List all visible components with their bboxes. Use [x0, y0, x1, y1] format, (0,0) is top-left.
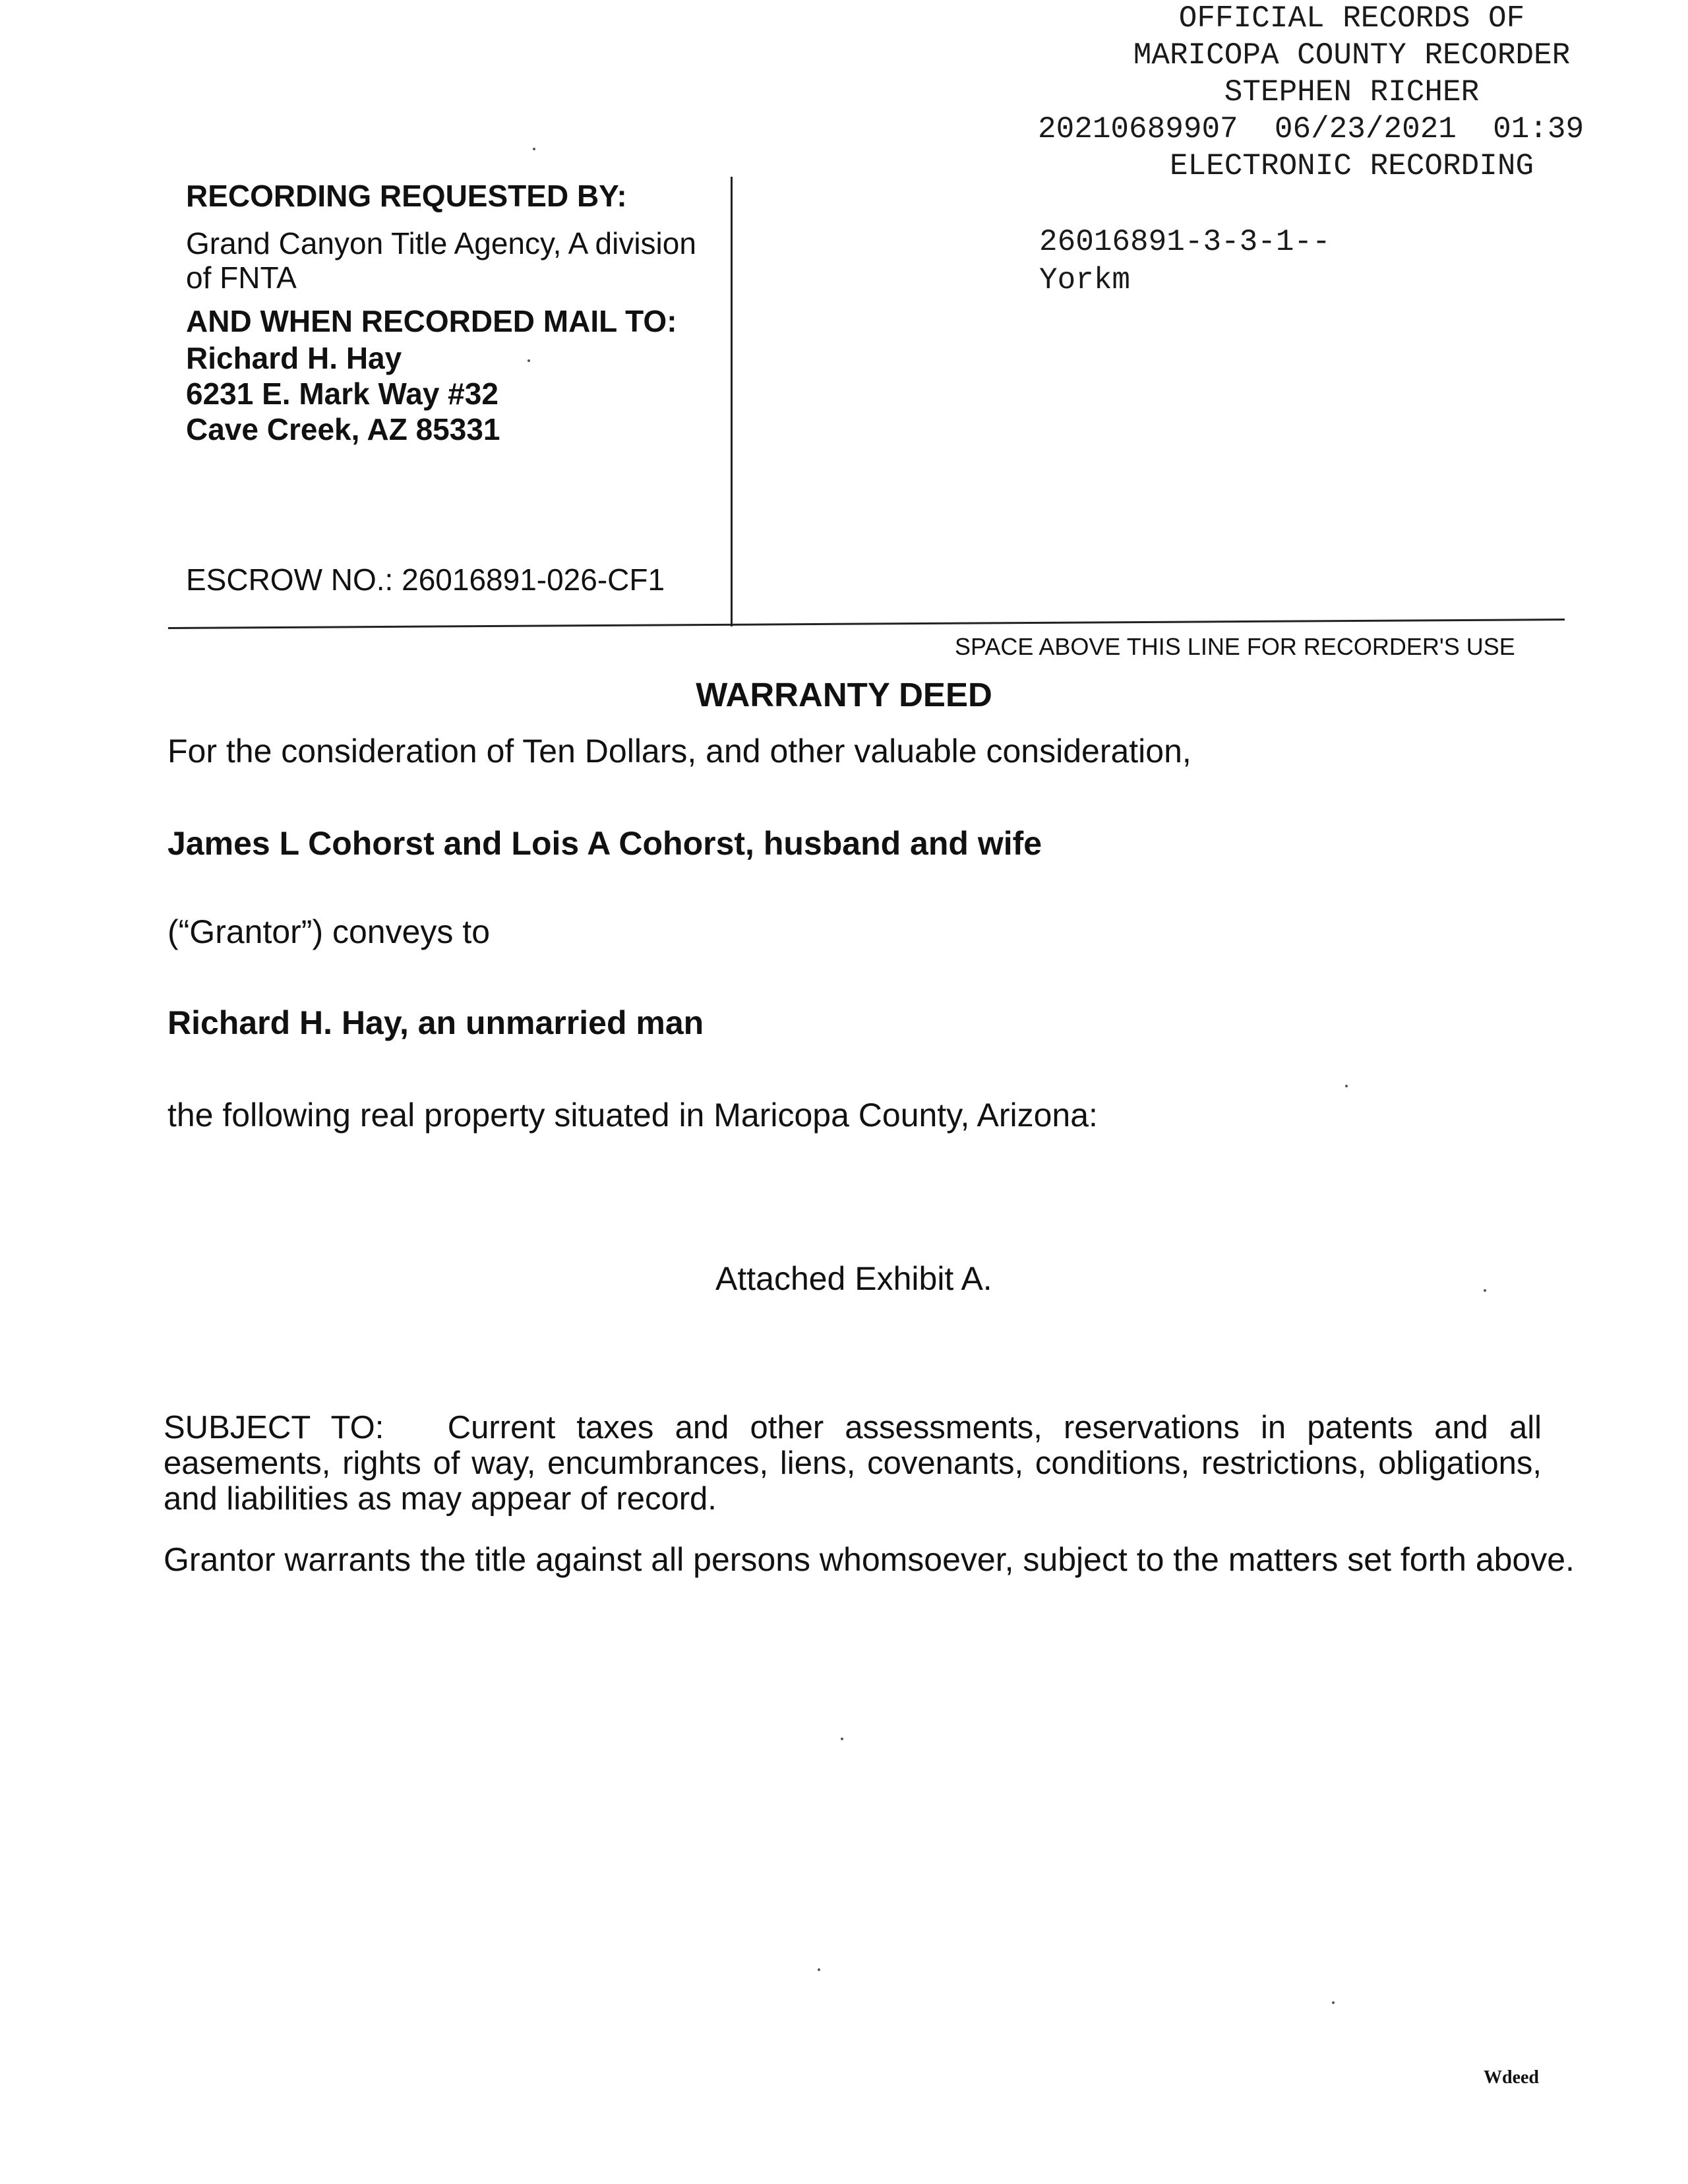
scan-speck	[818, 1968, 820, 1971]
stamp-line-electronic-recording: ELECTRONIC RECORDING	[1169, 149, 1534, 183]
deed-title: WARRANTY DEED	[696, 676, 992, 713]
scan-speck	[528, 359, 530, 362]
recording-clerk: Yorkm	[1039, 263, 1131, 297]
warranty-statement: Grantor warrants the title against all persons whomsoever, subject to the matters set forth above.	[164, 1541, 1575, 1578]
subject-to-text: Current taxes and other assessments, reservations in patents and all easements, rights of way, encumbrances, liens, covenants, conditions, restrictions, obligations, and liabilities as may appear of record.	[164, 1410, 1542, 1517]
requested-by-label: RECORDING REQUESTED BY:	[186, 179, 627, 213]
recording-box-divider	[731, 177, 733, 626]
recording-reference-code: 26016891-3-3-1--	[1039, 225, 1331, 259]
scan-speck	[841, 1738, 843, 1740]
scan-speck	[1484, 1289, 1486, 1292]
mail-to-city: Cave Creek, AZ 85331	[186, 412, 500, 446]
scan-speck	[1345, 1085, 1348, 1087]
subject-to-paragraph	[164, 1410, 1542, 1517]
grantee-names: Richard H. Hay, an unmarried man	[167, 1004, 704, 1041]
scan-speck	[1332, 2001, 1335, 2004]
mail-to-name: Richard H. Hay	[186, 341, 402, 375]
consideration-text: For the consideration of Ten Dollars, and other valuable consideration,	[167, 733, 1191, 770]
stamp-line-official-records: OFFICIAL RECORDS OF	[1178, 1, 1525, 36]
recorder-use-rule	[168, 619, 1565, 629]
mail-to-street: 6231 E. Mark Way #32	[186, 377, 498, 411]
exhibit-reference: Attached Exhibit A.	[715, 1260, 992, 1297]
form-code: Wdeed	[1484, 2067, 1539, 2088]
conveys-text: (“Grantor”) conveys to	[167, 913, 491, 950]
recorder-stamp	[1015, 0, 1688, 185]
property-intro: the following real property situated in Maricopa County, Arizona:	[167, 1097, 1098, 1134]
grantor-names: James L Cohorst and Lois A Cohorst, husband and wife	[167, 825, 1042, 862]
subject-to-label: SUBJECT TO:	[164, 1410, 384, 1445]
recording-reference	[1039, 223, 1331, 299]
space-above-note: SPACE ABOVE THIS LINE FOR RECORDER'S USE	[955, 633, 1515, 660]
stamp-line-recorder-name: STEPHEN RICHER	[1224, 75, 1480, 109]
scan-speck	[533, 148, 535, 150]
escrow-number: ESCROW NO.: 26016891-026-CF1	[186, 562, 665, 597]
requested-by-line-2: of FNTA	[186, 260, 297, 295]
stamp-line-county-recorder: MARICOPA COUNTY RECORDER	[1133, 38, 1571, 73]
stamp-line-record-number-date: 20210689907 06/23/2021 01:39	[1038, 112, 1584, 146]
requested-by-line-1: Grand Canyon Title Agency, A division	[186, 226, 696, 260]
mail-to-label: AND WHEN RECORDED MAIL TO:	[186, 304, 677, 338]
